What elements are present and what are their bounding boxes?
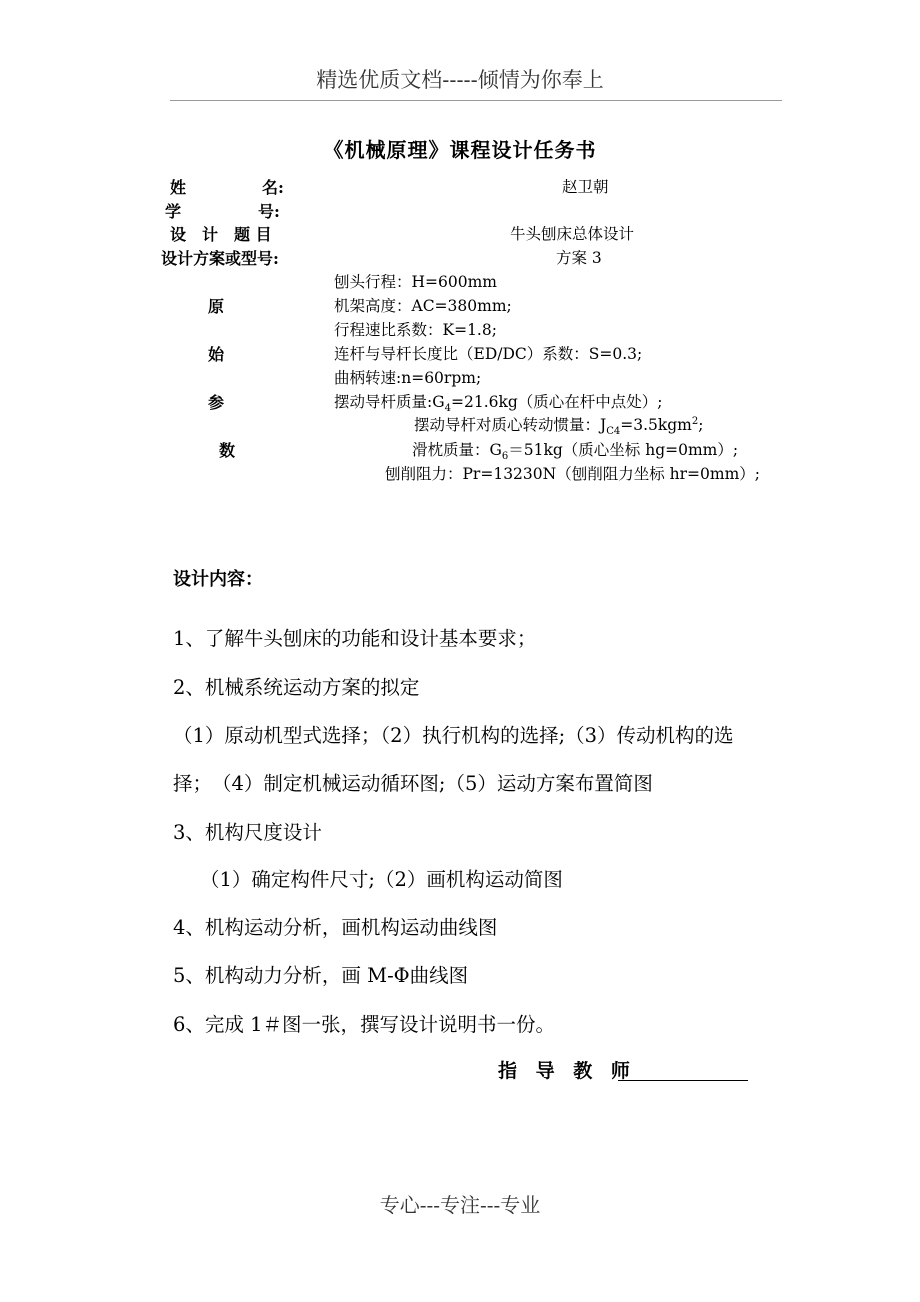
param-frame-height: 机架高度：AC=380mm; <box>334 297 512 315</box>
name-label-a: 姓 <box>170 178 187 197</box>
param-stroke: 刨头行程：H=600mm <box>334 273 497 291</box>
scheme-label: 设计方案或型号: <box>161 249 279 268</box>
header-rule <box>170 100 782 101</box>
param-crank-speed: 曲柄转速:n=60rpm; <box>334 369 482 387</box>
name-value: 赵卫朝 <box>562 178 609 196</box>
content-heading: 设计内容： <box>173 569 263 590</box>
content-item-2-line-1: （1）原动机型式选择；（2）执行机构的选择;（3）传动机构的选 <box>173 724 734 747</box>
param-swing-mass: 摆动导杆质量$:G_4=21.6kg$（质心在杆中点处）; <box>334 393 663 415</box>
document-title: 《机械原理》课程设计任务书 <box>323 138 597 162</box>
content-item-4: 4、机构运动分析，画机构运动曲线图 <box>173 916 498 939</box>
advisor-label: 指 导 教 师 <box>498 1060 636 1082</box>
content-item-6: 6、完成 1＃图一张，撰写设计说明书一份。 <box>173 1013 556 1036</box>
content-item-2: 2、机械系统运动方案的拟定 <box>173 676 420 699</box>
params-label-char-1: 原 <box>208 297 225 316</box>
id-label-b: 号: <box>258 202 280 221</box>
scheme-value: 方案 3 <box>556 249 602 267</box>
params-label-char-2: 始 <box>208 345 225 364</box>
topic-label: 设 计 题 目 <box>170 225 272 244</box>
topic-value: 牛头刨床总体设计 <box>510 225 635 243</box>
advisor-signature-line <box>618 1080 748 1081</box>
content-item-3: 3、机构尺度设计 <box>173 821 322 844</box>
content-item-3-sub: （1）确定构件尺寸;（2）画机构运动简图 <box>200 868 563 891</box>
id-label-a: 学 <box>165 202 182 221</box>
param-inertia: 摆动导杆对质心转动惯量：$J_{C4}=3.5kgm^2$; <box>414 415 704 438</box>
name-label-b: 名: <box>262 178 284 197</box>
param-slider-mass: 滑枕质量：$G_6=51kg$（质心坐标 hg=0mm）; <box>412 441 739 463</box>
content-item-1: 1、了解牛头刨床的功能和设计基本要求； <box>173 627 537 650</box>
page-header: 精选优质文档-----倾情为你奉上 <box>316 68 604 92</box>
params-label-char-3: 参 <box>208 393 225 412</box>
param-resistance: 刨削阻力：Pr=13230N（刨削阻力坐标 hr=0mm）; <box>385 465 760 483</box>
content-item-5: 5、机构动力分析，画 M-Φ曲线图 <box>173 964 469 987</box>
param-length-ratio: 连杆与导杆长度比（ED/DC）系数：S=0.3; <box>334 345 643 363</box>
param-speed-ratio: 行程速比系数：K=1.8; <box>334 321 497 339</box>
page-footer: 专心---专注---专业 <box>379 1193 541 1217</box>
content-item-2-line-2: 择； （4）制定机械运动循环图;（5）运动方案布置简图 <box>173 772 653 795</box>
params-label-char-4: 数 <box>219 441 236 460</box>
